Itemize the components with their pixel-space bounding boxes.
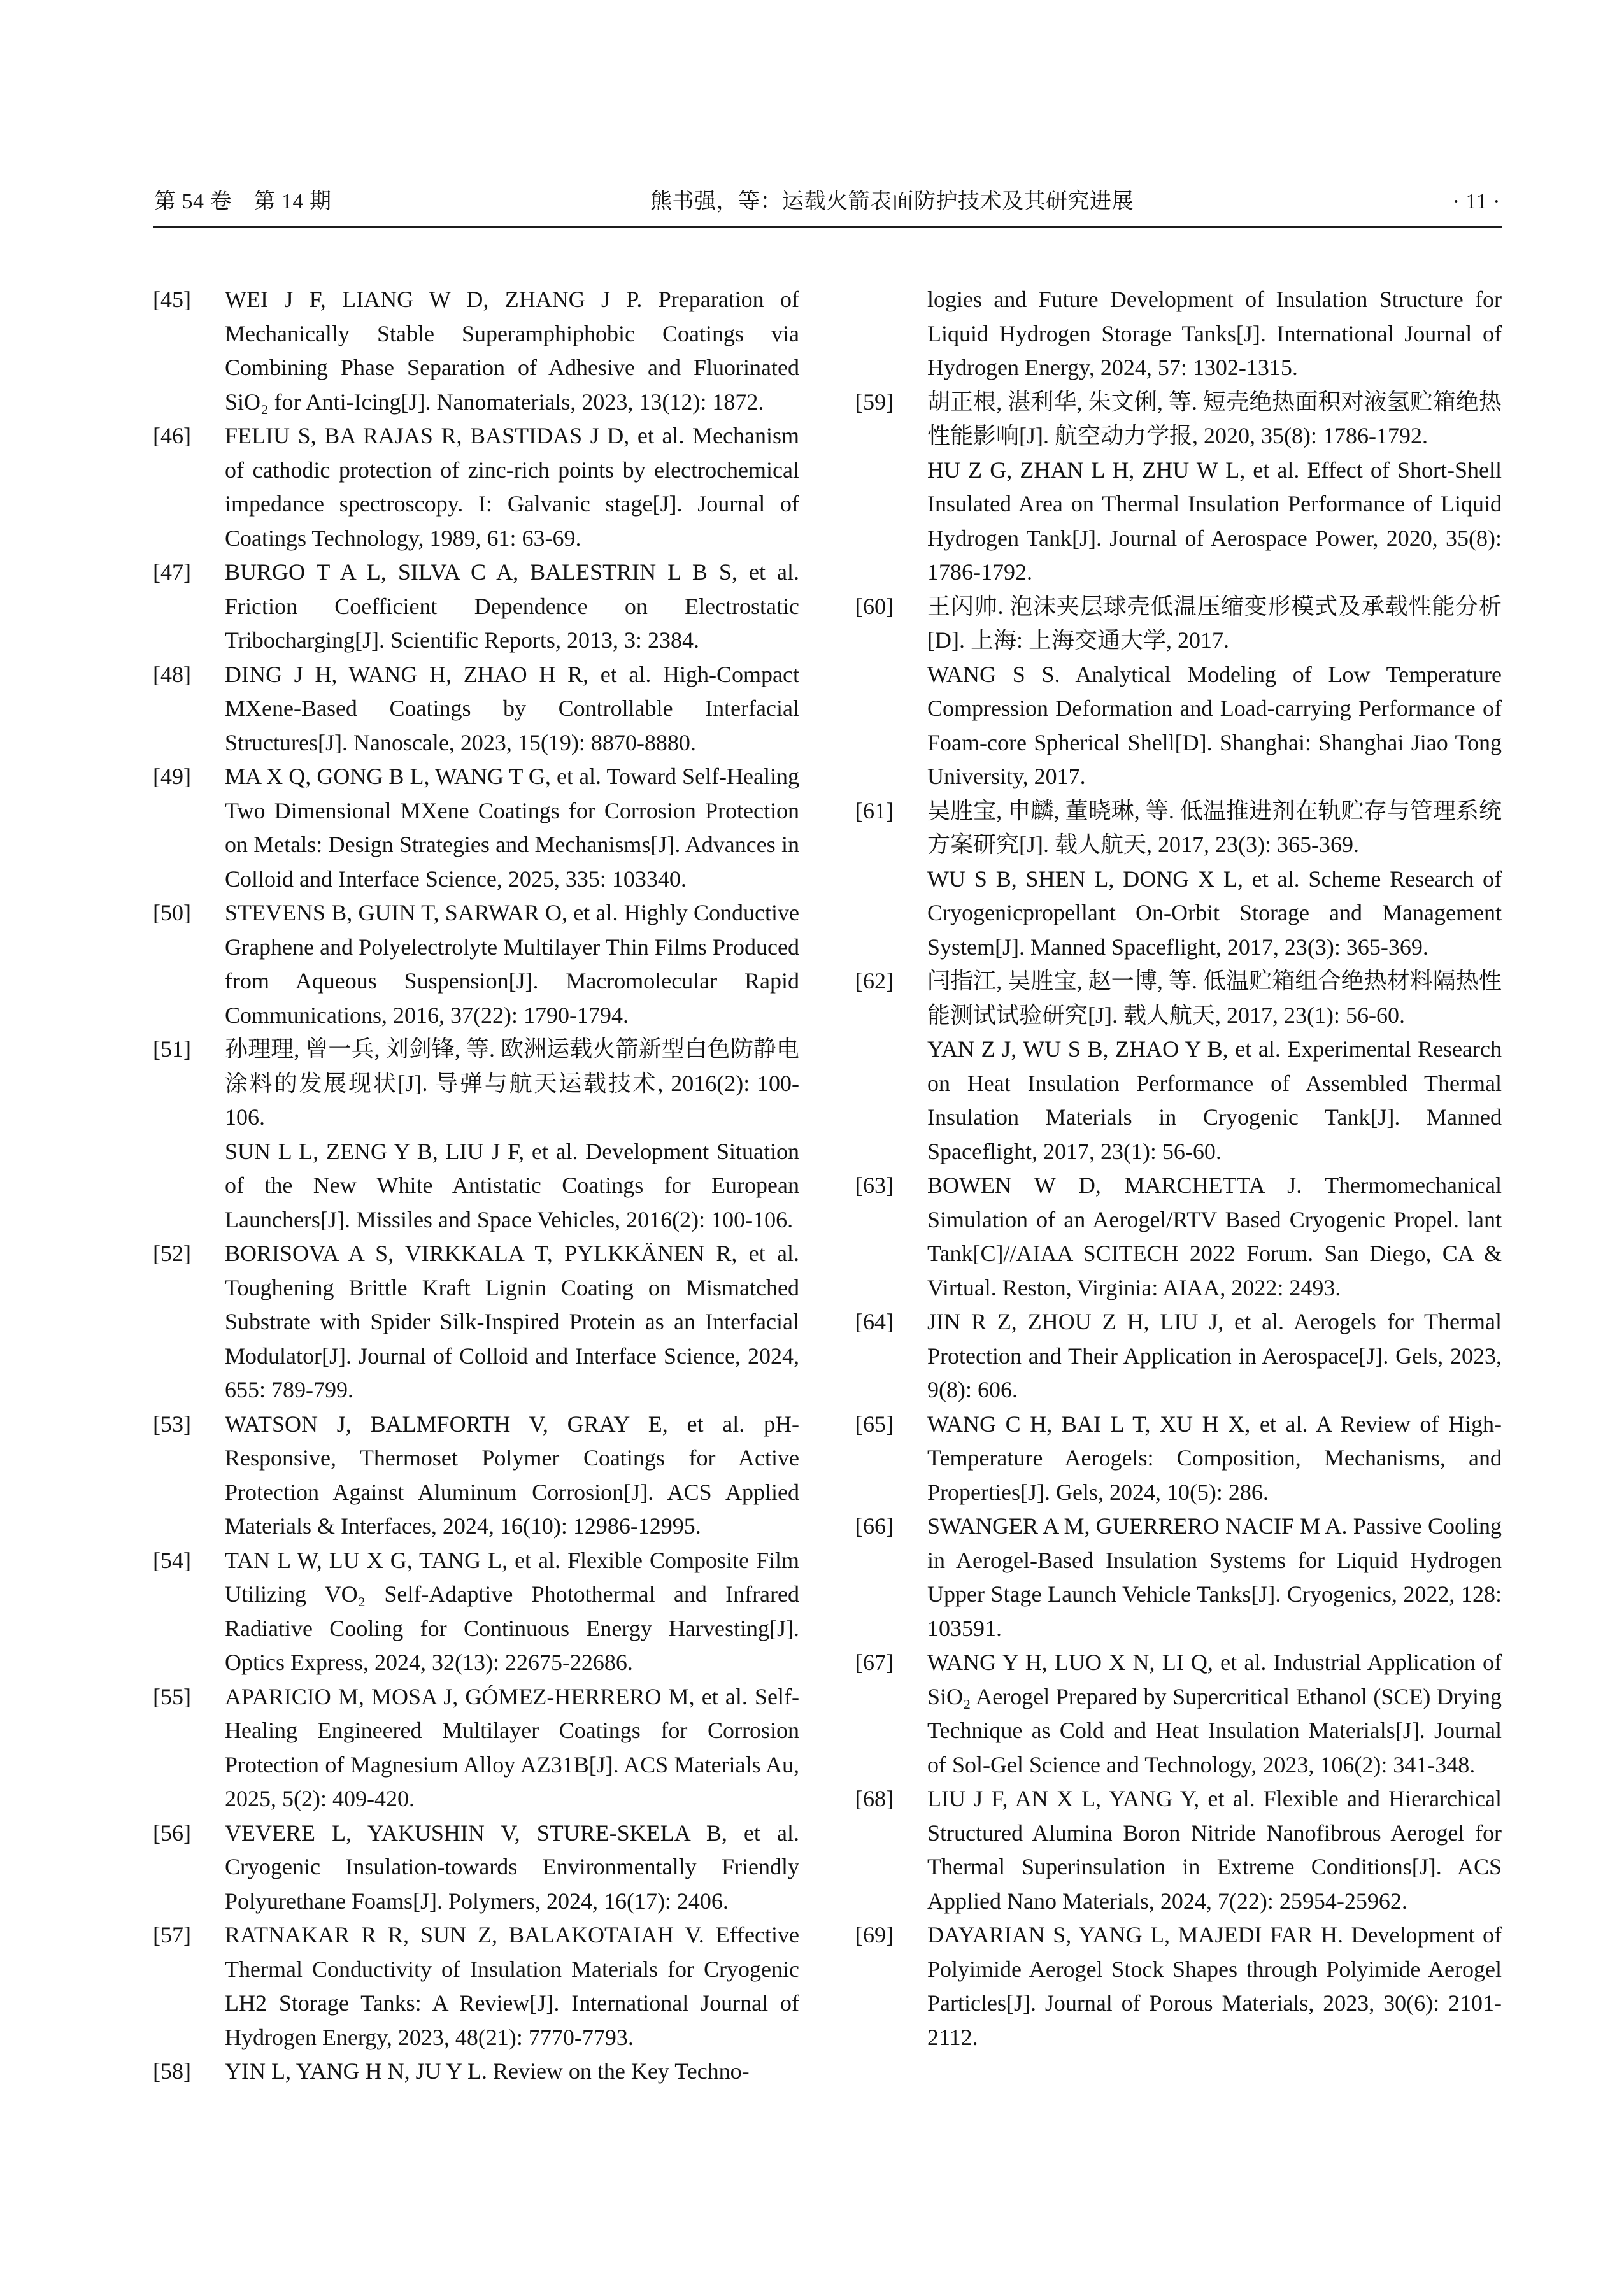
reference-item — [855, 1509, 1502, 1646]
reference-body — [225, 1237, 799, 1407]
reference-body — [927, 1782, 1502, 1918]
reference-item — [153, 1816, 799, 1919]
reference-text: 王闪帅. 泡沫夹层球壳低温压缩变形模式及承载性能分析[D]. 上海: 上海交通大学, 2017. — [927, 593, 1502, 653]
reference-item — [855, 283, 1502, 385]
reference-item — [855, 1305, 1502, 1407]
reference-body — [225, 1407, 799, 1544]
reference-text: SWANGER A M, GUERRERO NACIF M A. Passive Cooling in Aerogel-Based Insulation Systems for Liquid Hydrogen Upper Stage Launch Vehicle Tanks[J]. Cryogenics, 2022, 128: 103591. — [927, 1513, 1502, 1641]
reference-number: [65] — [855, 1411, 894, 1437]
reference-number: [54] — [153, 1547, 191, 1573]
reference-body — [225, 419, 799, 555]
reference-text: DING J H, WANG H, ZHAO H R, et al. High-Compact MXene-Based Coatings by Controllable Interfacial Structures[J]. Nanoscale, 2023, 15(19): 8870-8880. — [225, 661, 799, 755]
reference-number: [64] — [855, 1309, 894, 1334]
reference-text: WANG Y H, LUO X N, LI Q, et al. Industrial Application of SiO₂ Aerogel Prepared by Supercritical Ethanol (SCE) Drying Technique as Cold and Heat Insulation Materials[J]. Journal of Sol-Gel Science and Technology, 2023, 106(2): 341-348. — [927, 1649, 1502, 1778]
reference-text: HU Z G, ZHAN L H, ZHU W L, et al. Effect of Short-Shell Insulated Area on Thermal Insulation Performance of Liquid Hydrogen Tank[J]. Journal of Aerospace Power, 2020, 35(8): 1786-1792. — [927, 457, 1502, 585]
reference-body — [927, 1646, 1502, 1782]
reference-body — [927, 1918, 1502, 2055]
reference-text: FELIU S, BA RAJAS R, BASTIDAS J D, et al. Mechanism of cathodic protection of zinc-rich points by electrochemical impedance spectroscopy. I: Galvanic stage[J]. Journal of Coatings Technology, 1989, 61: 63-69. — [225, 423, 799, 551]
reference-number: [59] — [855, 388, 894, 415]
reference-text: JIN R Z, ZHOU Z H, LIU J, et al. Aerogels for Thermal Protection and Their Application in Aerospace[J]. Gels, 2023, 9(8): 606. — [927, 1309, 1502, 1402]
reference-item — [153, 896, 799, 1032]
reference-item — [855, 794, 1502, 965]
reference-text: STEVENS B, GUIN T, SARWAR O, et al. Highly Conductive Graphene and Polyelectrolyte Multilayer Thin Films Produced from Aqueous Suspension[J]. Macromolecular Rapid Communications, 2016, 37(22): 1790-1794. — [225, 900, 799, 1028]
reference-text: DAYARIAN S, YANG L, MAJEDI FAR H. Development of Polyimide Aerogel Stock Shapes through Polyimide Aerogel Particles[J]. Journal of Porous Materials, 2023, 30(6): 2101-2112. — [927, 1922, 1502, 2050]
reference-body — [927, 1169, 1502, 1305]
reference-item — [153, 2055, 799, 2089]
reference-item — [153, 1032, 799, 1237]
reference-body — [225, 2055, 799, 2089]
reference-text: 胡正根, 湛利华, 朱文俐, 等. 短壳绝热面积对液氢贮箱绝热性能影响[J]. 航空动力学报, 2020, 35(8): 1786-1792. — [927, 388, 1502, 448]
reference-item — [855, 1646, 1502, 1782]
reference-item — [855, 590, 1502, 794]
reference-text: YAN Z J, WU S B, ZHAO Y B, et al. Experimental Research on Heat Insulation Performance of Assembled Thermal Insulation Materials in Cryogenic Tank[J]. Manned Spaceflight, 2017, 23(1): 56-60. — [927, 1036, 1502, 1164]
reference-text: LIU J F, AN X L, YANG Y, et al. Flexible and Hierarchical Structured Alumina Boron Nitride Nanofibrous Aerogel for Thermal Superinsulation in Extreme Conditions[J]. ACS Applied Nano Materials, 2024, 7(22): 25954-25962. — [927, 1786, 1502, 1914]
reference-number: [68] — [855, 1786, 894, 1811]
reference-number: [51] — [153, 1036, 191, 1062]
reference-body — [225, 1680, 799, 1816]
reference-body — [927, 1407, 1502, 1510]
reference-text: APARICIO M, MOSA J, GÓMEZ-HERRERO M, et al. Self-Healing Engineered Multilayer Coatings for Corrosion Protection of Magnesium Alloy AZ31B[J]. ACS Materials Au, 2025, 5(2): 409-420. — [225, 1683, 799, 1811]
reference-body — [225, 555, 799, 658]
reference-text: SUN L L, ZENG Y B, LIU J F, et al. Development Situation of the New White Antistatic Coatings for European Launchers[J]. Missiles and Space Vehicles, 2016(2): 100-106. — [225, 1138, 799, 1232]
reference-item — [855, 1407, 1502, 1510]
reference-body — [927, 794, 1502, 965]
reference-body — [927, 1305, 1502, 1407]
reference-text: TAN L W, LU X G, TANG L, et al. Flexible Composite Film Utilizing VO₂ Self-Adaptive Photothermal and Infrared Radiative Cooling for Continuous Energy Harvesting[J]. Optics Express, 2024, 32(13): 22675-22686. — [225, 1547, 799, 1675]
reference-body — [225, 1032, 799, 1237]
reference-text: RATNAKAR R R, SUN Z, BALAKOTAIAH V. Effective Thermal Conductivity of Insulation Materials for Cryogenic LH2 Storage Tanks: A Review[J]. International Journal of Hydrogen Energy, 2023, 48(21): 7770-7793. — [225, 1922, 799, 2050]
reference-body — [927, 283, 1502, 385]
reference-text: YIN L, YANG H N, JU Y L. Review on the Key Techno- — [225, 2058, 750, 2084]
reference-item — [153, 1237, 799, 1407]
reference-number: [57] — [153, 1922, 191, 1948]
reference-body — [225, 283, 799, 419]
reference-item — [855, 964, 1502, 1169]
reference-item — [153, 1680, 799, 1816]
reference-text: WANG S S. Analytical Modeling of Low Temperature Compression Deformation and Load-carrying Performance of Foam-core Spherical Shell[D]. Shanghai: Shanghai Jiao Tong University, 2017. — [927, 661, 1502, 789]
reference-item — [855, 1169, 1502, 1305]
reference-number: [47] — [153, 559, 191, 585]
reference-item — [855, 1918, 1502, 2055]
reference-body — [927, 964, 1502, 1169]
reference-text: 闫指江, 吴胜宝, 赵一博, 等. 低温贮箱组合绝热材料隔热性能测试试验研究[J]. 载人航天, 2017, 23(1): 56-60. — [927, 968, 1502, 1028]
reference-number: [48] — [153, 661, 191, 687]
reference-number: [46] — [153, 423, 191, 448]
right-column — [855, 283, 1502, 2089]
reference-text: MA X Q, GONG B L, WANG T G, et al. Toward Self-Healing Two Dimensional MXene Coatings for Corrosion Protection on Metals: Design Strategies and Mechanisms[J]. Advances in Colloid and Interface Science, 2025, 335: 103340. — [225, 764, 799, 892]
reference-number: [50] — [153, 900, 191, 925]
reference-item — [855, 385, 1502, 590]
reference-number: [61] — [855, 797, 894, 823]
reference-body — [927, 590, 1502, 794]
reference-number: [62] — [855, 968, 894, 994]
reference-body — [927, 385, 1502, 590]
reference-item — [153, 760, 799, 896]
header-volume-issue: 第 54 卷 第 14 期 — [154, 190, 332, 213]
header-page-number: · 11 · — [1452, 190, 1500, 213]
reference-item — [153, 1544, 799, 1680]
reference-text: WATSON J, BALMFORTH V, GRAY E, et al. pH-Responsive, Thermoset Polymer Coatings for Active Protection Against Aluminum Corrosion[J]. ACS Applied Materials & Interfaces, 2024, 16(10): 12986-12995. — [225, 1411, 799, 1539]
reference-body — [927, 1509, 1502, 1646]
reference-number: [66] — [855, 1513, 894, 1539]
reference-number: [60] — [855, 593, 894, 619]
left-column — [153, 283, 799, 2089]
reference-number: [58] — [153, 2058, 191, 2084]
reference-body — [225, 896, 799, 1032]
reference-body — [225, 1544, 799, 1680]
reference-number: [69] — [855, 1922, 894, 1948]
reference-body — [225, 658, 799, 760]
reference-columns — [153, 283, 1502, 2089]
reference-text: BORISOVA A S, VIRKKALA T, PYLKKÄNEN R, et al. Toughening Brittle Kraft Lignin Coating on Mismatched Substrate with Spider Silk-Inspired Protein as an Interfacial Modulator[J]. Journal of Colloid and Interface Science, 2024, 655: 789-799. — [225, 1241, 799, 1402]
reference-number: [55] — [153, 1683, 191, 1709]
reference-item — [855, 1782, 1502, 1918]
reference-text: VEVERE L, YAKUSHIN V, STURE-SKELA B, et al. Cryogenic Insulation-towards Environmentally Friendly Polyurethane Foams[J]. Polymers, 2024, 16(17): 2406. — [225, 1820, 799, 1914]
reference-item — [153, 419, 799, 555]
reference-item — [153, 1918, 799, 2055]
reference-body — [225, 1816, 799, 1919]
reference-text: 吴胜宝, 申麟, 董晓琳, 等. 低温推进剂在轨贮存与管理系统方案研究[J]. 载人航天, 2017, 23(3): 365-369. — [927, 797, 1502, 857]
reference-body — [225, 760, 799, 896]
header-running-title: 熊书强，等：运载火箭表面防护技术及其研究进展 — [650, 190, 1134, 213]
reference-item — [153, 555, 799, 658]
reference-number: [56] — [153, 1820, 191, 1846]
reference-item — [153, 658, 799, 760]
header-rule — [153, 226, 1502, 228]
reference-text: 孙理理, 曾一兵, 刘剑锋, 等. 欧洲运载火箭新型白色防静电涂料的发展现状[J]. 导弹与航天运载技术, 2016(2): 100-106. — [225, 1036, 799, 1130]
reference-text: WU S B, SHEN L, DONG X L, et al. Scheme Research of Cryogenicpropellant On-Orbit Storage and Management System[J]. Manned Spaceflight, 2017, 23(3): 365-369. — [927, 866, 1502, 960]
reference-text: BURGO T A L, SILVA C A, BALESTRIN L B S, et al. Friction Coefficient Dependence on Electrostatic Tribocharging[J]. Scientific Reports, 2013, 3: 2384. — [225, 559, 799, 653]
reference-number: [63] — [855, 1172, 894, 1198]
reference-text: BOWEN W D, MARCHETTA J. Thermomechanical Simulation of an Aerogel/RTV Based Cryogenic Propel. lant Tank[C]//AIAA SCITECH 2022 Forum. San Diego, CA & Virtual. Reston, Virginia: AIAA, 2022: 2493. — [927, 1172, 1502, 1300]
reference-number: [49] — [153, 764, 191, 789]
reference-text: logies and Future Development of Insulation Structure for Liquid Hydrogen Storage Tanks[J]. International Journal of Hydrogen Energy, 2024, 57: 1302-1315. — [927, 287, 1502, 380]
reference-item — [153, 1407, 799, 1544]
reference-number: [53] — [153, 1411, 191, 1437]
reference-text: WANG C H, BAI L T, XU H X, et al. A Review of High-Temperature Aerogels: Composition, Mechanisms, and Properties[J]. Gels, 2024, 10(5): 286. — [927, 1411, 1502, 1505]
reference-number: [52] — [153, 1241, 191, 1266]
reference-item — [153, 283, 799, 419]
page-header — [153, 183, 1502, 226]
reference-body — [225, 1918, 799, 2055]
reference-number — [855, 283, 927, 385]
reference-number: [45] — [153, 287, 191, 312]
reference-text: WEI J F, LIANG W D, ZHANG J P. Preparation of Mechanically Stable Superamphiphobic Coatings via Combining Phase Separation of Adhesive and Fluorinated SiO₂ for Anti-Icing[J]. Nanomaterials, 2023, 13(12): 1872. — [225, 287, 799, 415]
page-content — [153, 183, 1502, 2089]
reference-number: [67] — [855, 1649, 894, 1675]
